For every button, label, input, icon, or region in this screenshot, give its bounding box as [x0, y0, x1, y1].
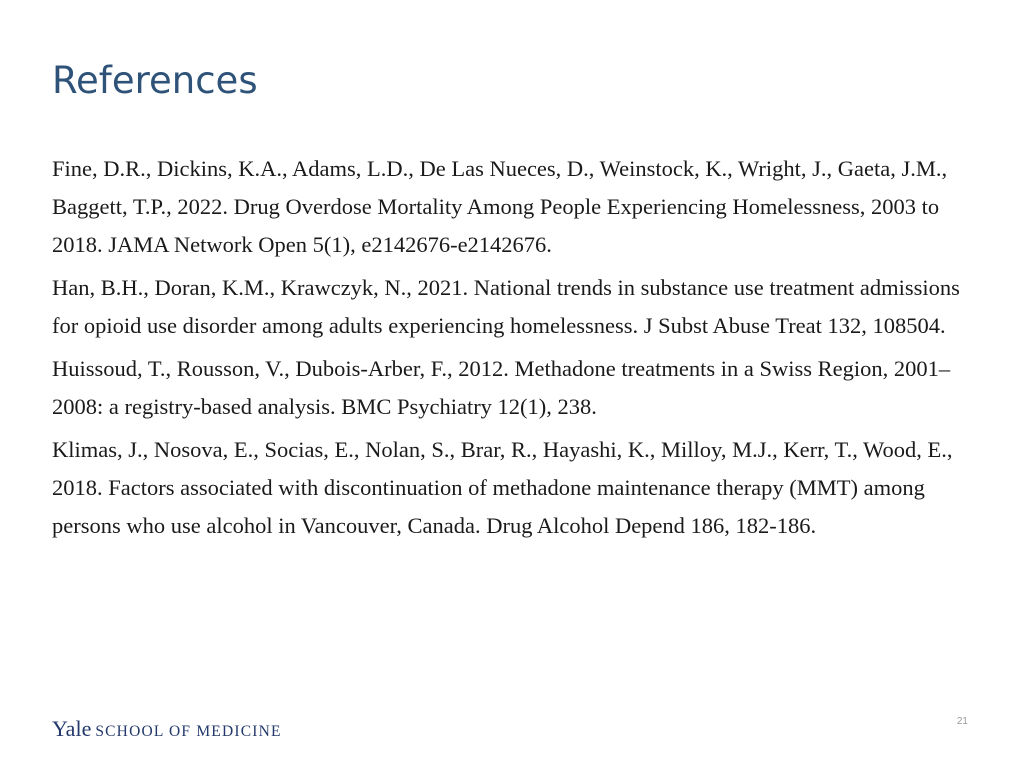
page-number: 21 [956, 716, 968, 727]
reference-item: Klimas, J., Nosova, E., Socias, E., Nolan, S., Brar, R., Hayashi, K., Milloy, M.J., Kerr, T., Wood, E., 2018. Factors associated with discontinuation of methadone maintenance therapy (MMT) among persons who use alcohol in Vancouver, Canada. Drug Alcohol Depend 186, 182-186. [52, 437, 953, 538]
yale-school-of-medicine-logo [52, 716, 282, 742]
slide-title: References [52, 59, 258, 102]
reference-item: Fine, D.R., Dickins, K.A., Adams, L.D., De Las Nueces, D., Weinstock, K., Wright, J., Gaeta, J.M., Baggett, T.P., 2022. Drug Overdose Mortality Among People Experiencing Homelessness, 2003 to 2018. JAMA Network Open 5(1), e2142676-e2142676. [52, 156, 948, 257]
logo-school-text: SCHOOL OF MEDICINE [95, 723, 282, 740]
reference-item: Han, B.H., Doran, K.M., Krawczyk, N., 2021. National trends in substance use treatment admissions for opioid use disorder among adults experiencing homelessness. J Subst Abuse Treat 132, 108504. [52, 275, 960, 338]
logo-yale-text: Yale [52, 716, 92, 741]
reference-list [52, 150, 977, 550]
reference-item: Huissoud, T., Rousson, V., Dubois-Arber, F., 2012. Methadone treatments in a Swiss Region, 2001–2008: a registry-based analysis. BMC Psychiatry 12(1), 238. [52, 356, 951, 419]
